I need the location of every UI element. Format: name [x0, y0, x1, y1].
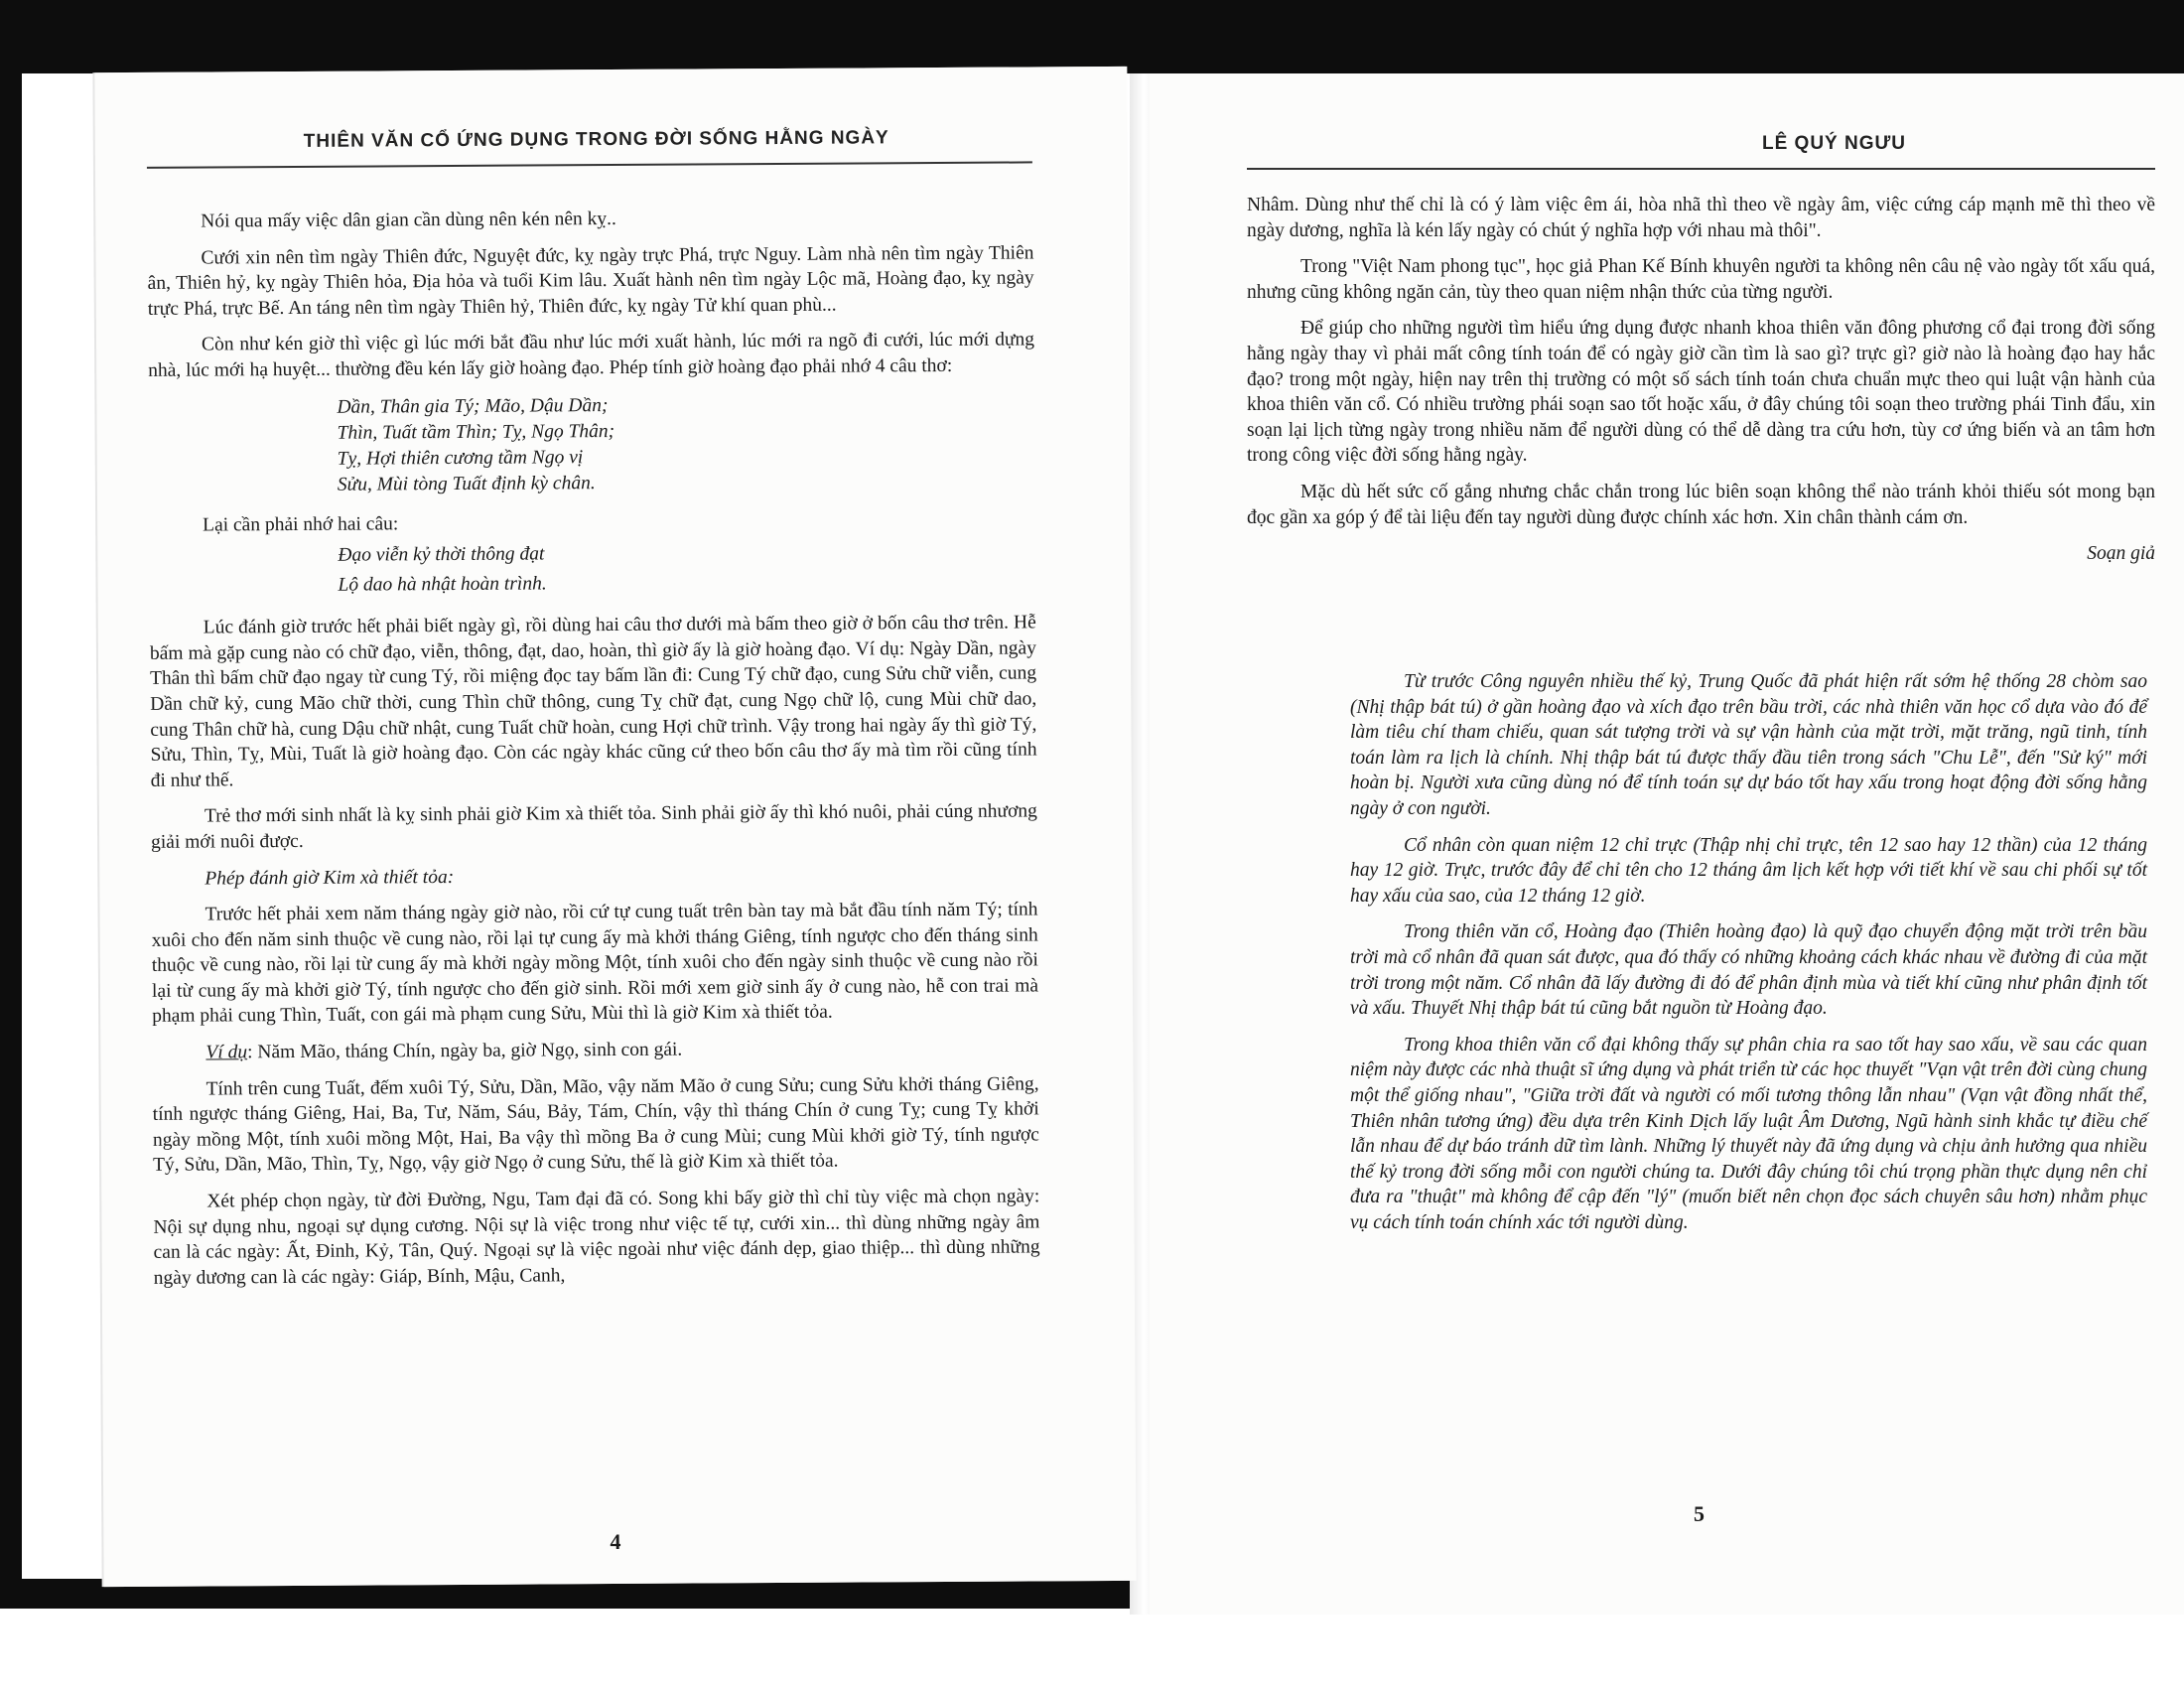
verse-line: Tỵ, Hợi thiên cương tầm Ngọ vị	[337, 446, 584, 470]
right-header-rule	[1247, 168, 2155, 170]
paragraph: Cưới xin nên tìm ngày Thiên đức, Nguyệt đức, kỵ ngày trực Phá, trực Nguy. Làm nhà nên tìm ngày Thiên ân, Thiên hỷ, kỵ ngày Thiên hỏa, Địa hỏa và tuổi Kim lâu. Xuất hành nên tìm ngày Lộc mã, Hoàng đạo, kỵ ngày trực Phá, trực Bế. An táng nên tìm ngày Thiên hỷ, Thiên đức, kỵ ngày Tử khí quan phù...	[147, 242, 1034, 320]
paragraph: Cổ nhân còn quan niệm 12 chỉ trực (Thập nhị chỉ trực, tên 12 sao hay 12 thần) của 12 tháng hay 12 giờ. Trực, trước đây để chỉ tên cho 12 tháng âm lịch kết hợp với tiết khí về sau chi phối sự tốt hay xấu của sao, của 12 tháng 12 giờ.	[1350, 834, 2147, 907]
left-body-text	[147, 204, 1040, 1302]
subheading: Phép đánh giờ Kim xà thiết tỏa:	[205, 866, 455, 890]
paragraph: Trong khoa thiên văn cổ đại không thấy sự phân chia ra sao tốt hay sao xấu, về sau các quan niệm này được các nhà thuật sĩ ứng dụng và phát triển từ các học thuyết "Vạn vật trên đời cùng chung một thể giống nhau", "Giữa trời đất và người có mối tương thông lẫn nhau" (Vạn vật đồng nhất thể, Thiên nhân tương ứng) đều dựa trên Kinh Dịch lấy luật Âm Dương, Ngũ hành sinh khắc tự điều chế lẫn nhau để dự báo tránh dữ tìm lành. Những lý thuyết này đã ứng dụng và chịu ảnh hưởng qua nhiều thế kỷ trong đời sống mỗi con người chúng ta. Dưới đây chúng tôi chú trọng phần thực dụng nên chỉ đưa ra "thuật" mà không để cập đến "lý" (muốn biết nên chọn đọc sách chuyên sâu hơn) nhằm phục vụ cách tính toán chính xác tới người dùng.	[1350, 1034, 2147, 1233]
example-paragraph	[152, 1035, 1038, 1065]
paragraph: Trong thiên văn cổ, Hoàng đạo (Thiên hoàng đạo) là quỹ đạo chuyển động mặt trời trên bầu trời mà cổ nhân đã quan sát được, qua đó thấy có những khoảng cách khác nhau về đường đi của mặt trời trong một năm. Cổ nhân đã lấy đường đi đó để phân định mùa và tiết khí cũng như phân định tốt và xấu. Thuyết Nhị thập bát tú cũng bắt nguồn từ Hoàng đạo.	[1350, 921, 2147, 1020]
scan-margin-bottom	[0, 1609, 2184, 1688]
paragraph: Trước hết phải xem năm tháng ngày giờ nào, rồi cứ tự cung tuất trên bàn tay mà bắt đầu tính năm Tý; tính xuôi cho đến năm sinh thuộc về cung nào, rồi lại tự cung ấy mà khởi tháng Giêng, tính ngược cho đến tháng sinh thuộc về cung nào, rồi lại từ cung ấy mà khởi ngày mồng Một, tính xuôi cho đến ngày sinh thuộc về cung nào rồi lại từ cung ấy mà khởi giờ Tý, tính ngược cho đến giờ sinh. Rồi mới xem giờ sinh ấy ở cung nào, hễ con trai mà phạm phải cung Thìn, Tuất, con gái mà phạm cung Sửu, Mùi thì là giờ Kim xà thiết tỏa.	[151, 899, 1039, 1028]
paragraph: Nhâm. Dùng như thế chỉ là có ý làm việc êm ái, hòa nhã thì theo về ngày âm, việc cứng cáp mạnh mẽ thì theo về ngày dương, nghĩa là kén lấy ngày có chút ý nghĩa hợp với nhau mà thôi".	[1247, 195, 2155, 241]
paragraph: Nói qua mấy việc dân gian cần dùng nên kén nên kỵ..	[201, 208, 616, 232]
paragraph: Để giúp cho những người tìm hiểu ứng dụng được nhanh khoa thiên văn đông phương cổ đại trong đời sống hằng ngày thay vì phải mất công tính toán để có ngày giờ cần tìm là sao gì? trực gì? giờ nào là hoàng đạo hay hắc đạo? trong một ngày, hiện nay trên thị trường có một số sách tính toán chưa chuẩn mực theo qui luật vận hành của khoa thiên văn cổ. Có nhiều trường phái soạn sao tốt hoặc xấu, ở đây chúng tôi soạn theo trường phái Tinh đẩu, xin soạn lại lịch từng ngày trong nhiều năm để người dùng có thể dễ dàng tra cứu hơn, tùy cơ ứng biến và an tâm hơn trong công việc đời sống hằng ngày.	[1247, 318, 2155, 467]
paragraph: Lúc đánh giờ trước hết phải biết ngày gì, rồi dùng hai câu thơ dưới mà bấm theo giờ ở bốn câu thơ trên. Hễ bấm mà gặp cung nào có chữ đạo, viễn, thông, đạt, dao, hoàn, thì giờ ấy là giờ hoàng đạo. Ví dụ: Ngày Dần, ngày Thân thì bấm chữ đạo ngay từ cung Tý, rồi miệng đọc tay bấm lần đi: Cung Tý chữ đạo, cung Sửu chữ viễn, cung Dần chữ kỷ, cung Mão chữ thời, cung Thìn chữ thông, cung Tỵ chữ đạt, cung Ngọ chữ lộ, cung Mùi chữ dao, cung Thân chữ hà, cung Dậu chữ nhật, cung Tuất chữ hoàn, cung Hợi chữ trình. Vậy trong hai ngày ấy thì giờ Tý, Sửu, Thìn, Tỵ, Mùi, Tuất là giờ hoàng đạo. Còn các ngày khác cũng cứ theo bốn câu thơ ấy mà tìm rồi cũng tính đi như thế.	[149, 612, 1037, 791]
left-page-number: 4	[610, 1528, 621, 1555]
paragraph: Trong "Việt Nam phong tục", học giả Phan Kế Bính khuyên người ta không nên câu nệ vào ngày tốt xấu quá, nhưng cũng không ngăn cản, tùy theo quan niệm nhận thức của từng người.	[1247, 256, 2155, 303]
paragraph: Tính trên cung Tuất, đếm xuôi Tý, Sửu, Dần, Mão, vậy năm Mão ở cung Sửu; cung Sửu khởi tháng Giêng, tính ngược tháng Giêng, Hai, Ba, Tư, Năm, Sáu, Bảy, Tám, Chín, vậy thì tháng Chín ở cung Tỵ; cung Tỵ khởi ngày mồng Một, tính xuôi mồng Một, Hai, Ba vậy thì mồng Ba ở cung Mùi; cung Mùi khởi giờ Tý, tính ngược Tý, Sửu, Dần, Mão, Thìn, Tỵ, Ngọ, vậy giờ Ngọ ở cung Sửu, thế là giờ Kim xà thiết tỏa.	[152, 1073, 1039, 1177]
right-intro-text	[1350, 669, 2147, 1246]
verse-block	[337, 390, 1035, 497]
paragraph: Xét phép chọn ngày, từ đời Đường, Ngu, Tam đại đã có. Song khi bấy giờ thì chỉ tùy việc mà chọn ngày: Nội sự dụng nhu, ngoại sự dụng cương. Nội sự là việc trong như việc tế tự, cưới xin... thì dùng những ngày âm can là các ngày: Ất, Đinh, Kỷ, Tân, Quý. Ngoại sự là việc ngoài như việc đánh dẹp, giao thiệp... thì dùng những ngày dương can là các ngày: Giáp, Bính, Mậu, Canh,	[153, 1186, 1040, 1289]
verse-line: Sửu, Mùi tòng Tuất định kỳ chân.	[337, 472, 596, 495]
example-label: Ví dụ	[205, 1042, 248, 1063]
paragraph: Trẻ thơ mới sinh nhất là kỵ sinh phải giờ Kim xà thiết tỏa. Sinh phải giờ ấy thì khó nuôi, phải cúng nhương giải mới nuôi được.	[151, 800, 1037, 853]
paragraph: Mặc dù hết sức cố gắng nhưng chắc chắn trong lúc biên soạn không thể nào tránh khỏi thiếu sót mong bạn đọc gần xa góp ý để tài liệu đến tay người dùng được chính xác hơn. Xin chân thành cám ơn.	[1247, 481, 2155, 528]
scan-border-left	[0, 0, 22, 1618]
couplet-line: Đạo viễn kỷ thời thông đạt	[338, 543, 545, 566]
scan-border-top	[0, 0, 2184, 73]
couplet-line: Lộ dao hà nhật hoàn trình.	[338, 573, 547, 596]
verse-line: Dần, Thân gia Tý; Mão, Dậu Dần;	[337, 394, 609, 418]
right-preface-text	[1247, 193, 2155, 567]
left-page	[94, 67, 1136, 1587]
couplet-block	[338, 537, 1035, 601]
left-running-head: THIÊN VĂN CỔ ỨNG DỤNG TRONG ĐỜI SỐNG HẰNG NGÀY	[303, 127, 889, 152]
paragraph: Lại cần phải nhớ hai câu:	[203, 512, 399, 536]
paragraph: Từ trước Công nguyên nhiều thế kỷ, Trung Quốc đã phát hiện rất sớm hệ thống 28 chòm sao (Nhị thập bát tú) ở gần hoàng đạo và xích đạo trên bầu trời, các nhà thiên văn học cổ dựa vào đó để làm tiêu chí tham chiếu, quan sát tượng trời và sự vận hành của mặt trời, mặt trăng, ngũ tinh, tính toán làm ra lịch là chính. Nhị thập bát tú được thấy đầu tiên trong sách "Chu Lễ", đến "Sử ký" mới hoàn bị. Người xưa cũng dùng nó để tính toán sự dự báo tốt hay xấu trong hoạt động đời sống hằng ngày ở con người.	[1350, 671, 2147, 819]
right-page	[1150, 73, 2184, 1615]
example-text: : Năm Mão, tháng Chín, ngày ba, giờ Ngọ, sinh con gái.	[247, 1039, 683, 1063]
signature: Soạn giả	[2087, 543, 2155, 565]
verse-line: Thìn, Tuất tầm Thìn; Tỵ, Ngọ Thân;	[337, 420, 615, 444]
left-header-rule	[147, 161, 1032, 168]
right-page-number: 5	[1694, 1501, 1705, 1526]
right-running-head: LÊ QUÝ NGƯU	[1762, 133, 1906, 154]
paragraph: Còn như kén giờ thì việc gì lúc mới bắt đầu như lúc mới xuất hành, lúc mới ra ngõ đi cưới, lúc mới dựng nhà, lúc mới hạ huyệt... thường đều kén lấy giờ hoàng đạo. Phép tính giờ hoàng đạo phải nhớ 4 câu thơ:	[148, 329, 1035, 381]
